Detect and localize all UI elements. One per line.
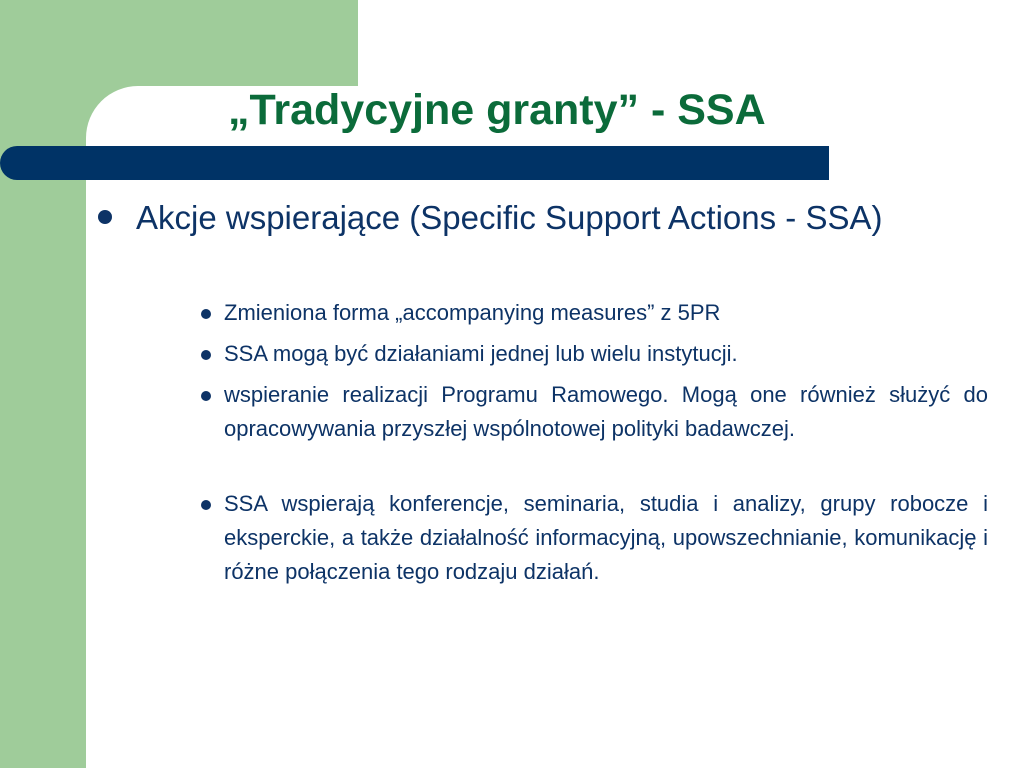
- sub-bullet-1: Zmieniona forma „accompanying measures” z 5PR: [224, 300, 721, 325]
- bullet-dot-icon: [98, 210, 112, 224]
- slide-title: „Tradycyjne granty” - SSA: [228, 86, 766, 134]
- sub-bullet-3: wspieranie realizacji Programu Ramowego. Mogą one również służyć do opracowywania przyszłej wspólnotowej polityki badawczej.: [224, 382, 988, 441]
- sub-bullet-4: SSA wspierają konferencje, seminaria, studia i analizy, grupy robocze i eksperckie, a także działalność informacyjną, upowszechnianie, komunikację i różne połączenia tego rodzaju działań.: [224, 491, 988, 584]
- sub-bullet-dot-icon: [201, 500, 211, 510]
- sub-bullet-2: SSA mogą być działaniami jednej lub wielu instytucji.: [224, 341, 738, 366]
- sub-bullet-dot-icon: [201, 391, 211, 401]
- sub-bullet-dot-icon: [201, 309, 211, 319]
- sub-bullet-dot-icon: [201, 350, 211, 360]
- main-bullet-text: Akcje wspierające (Specific Support Actions - SSA): [136, 199, 883, 236]
